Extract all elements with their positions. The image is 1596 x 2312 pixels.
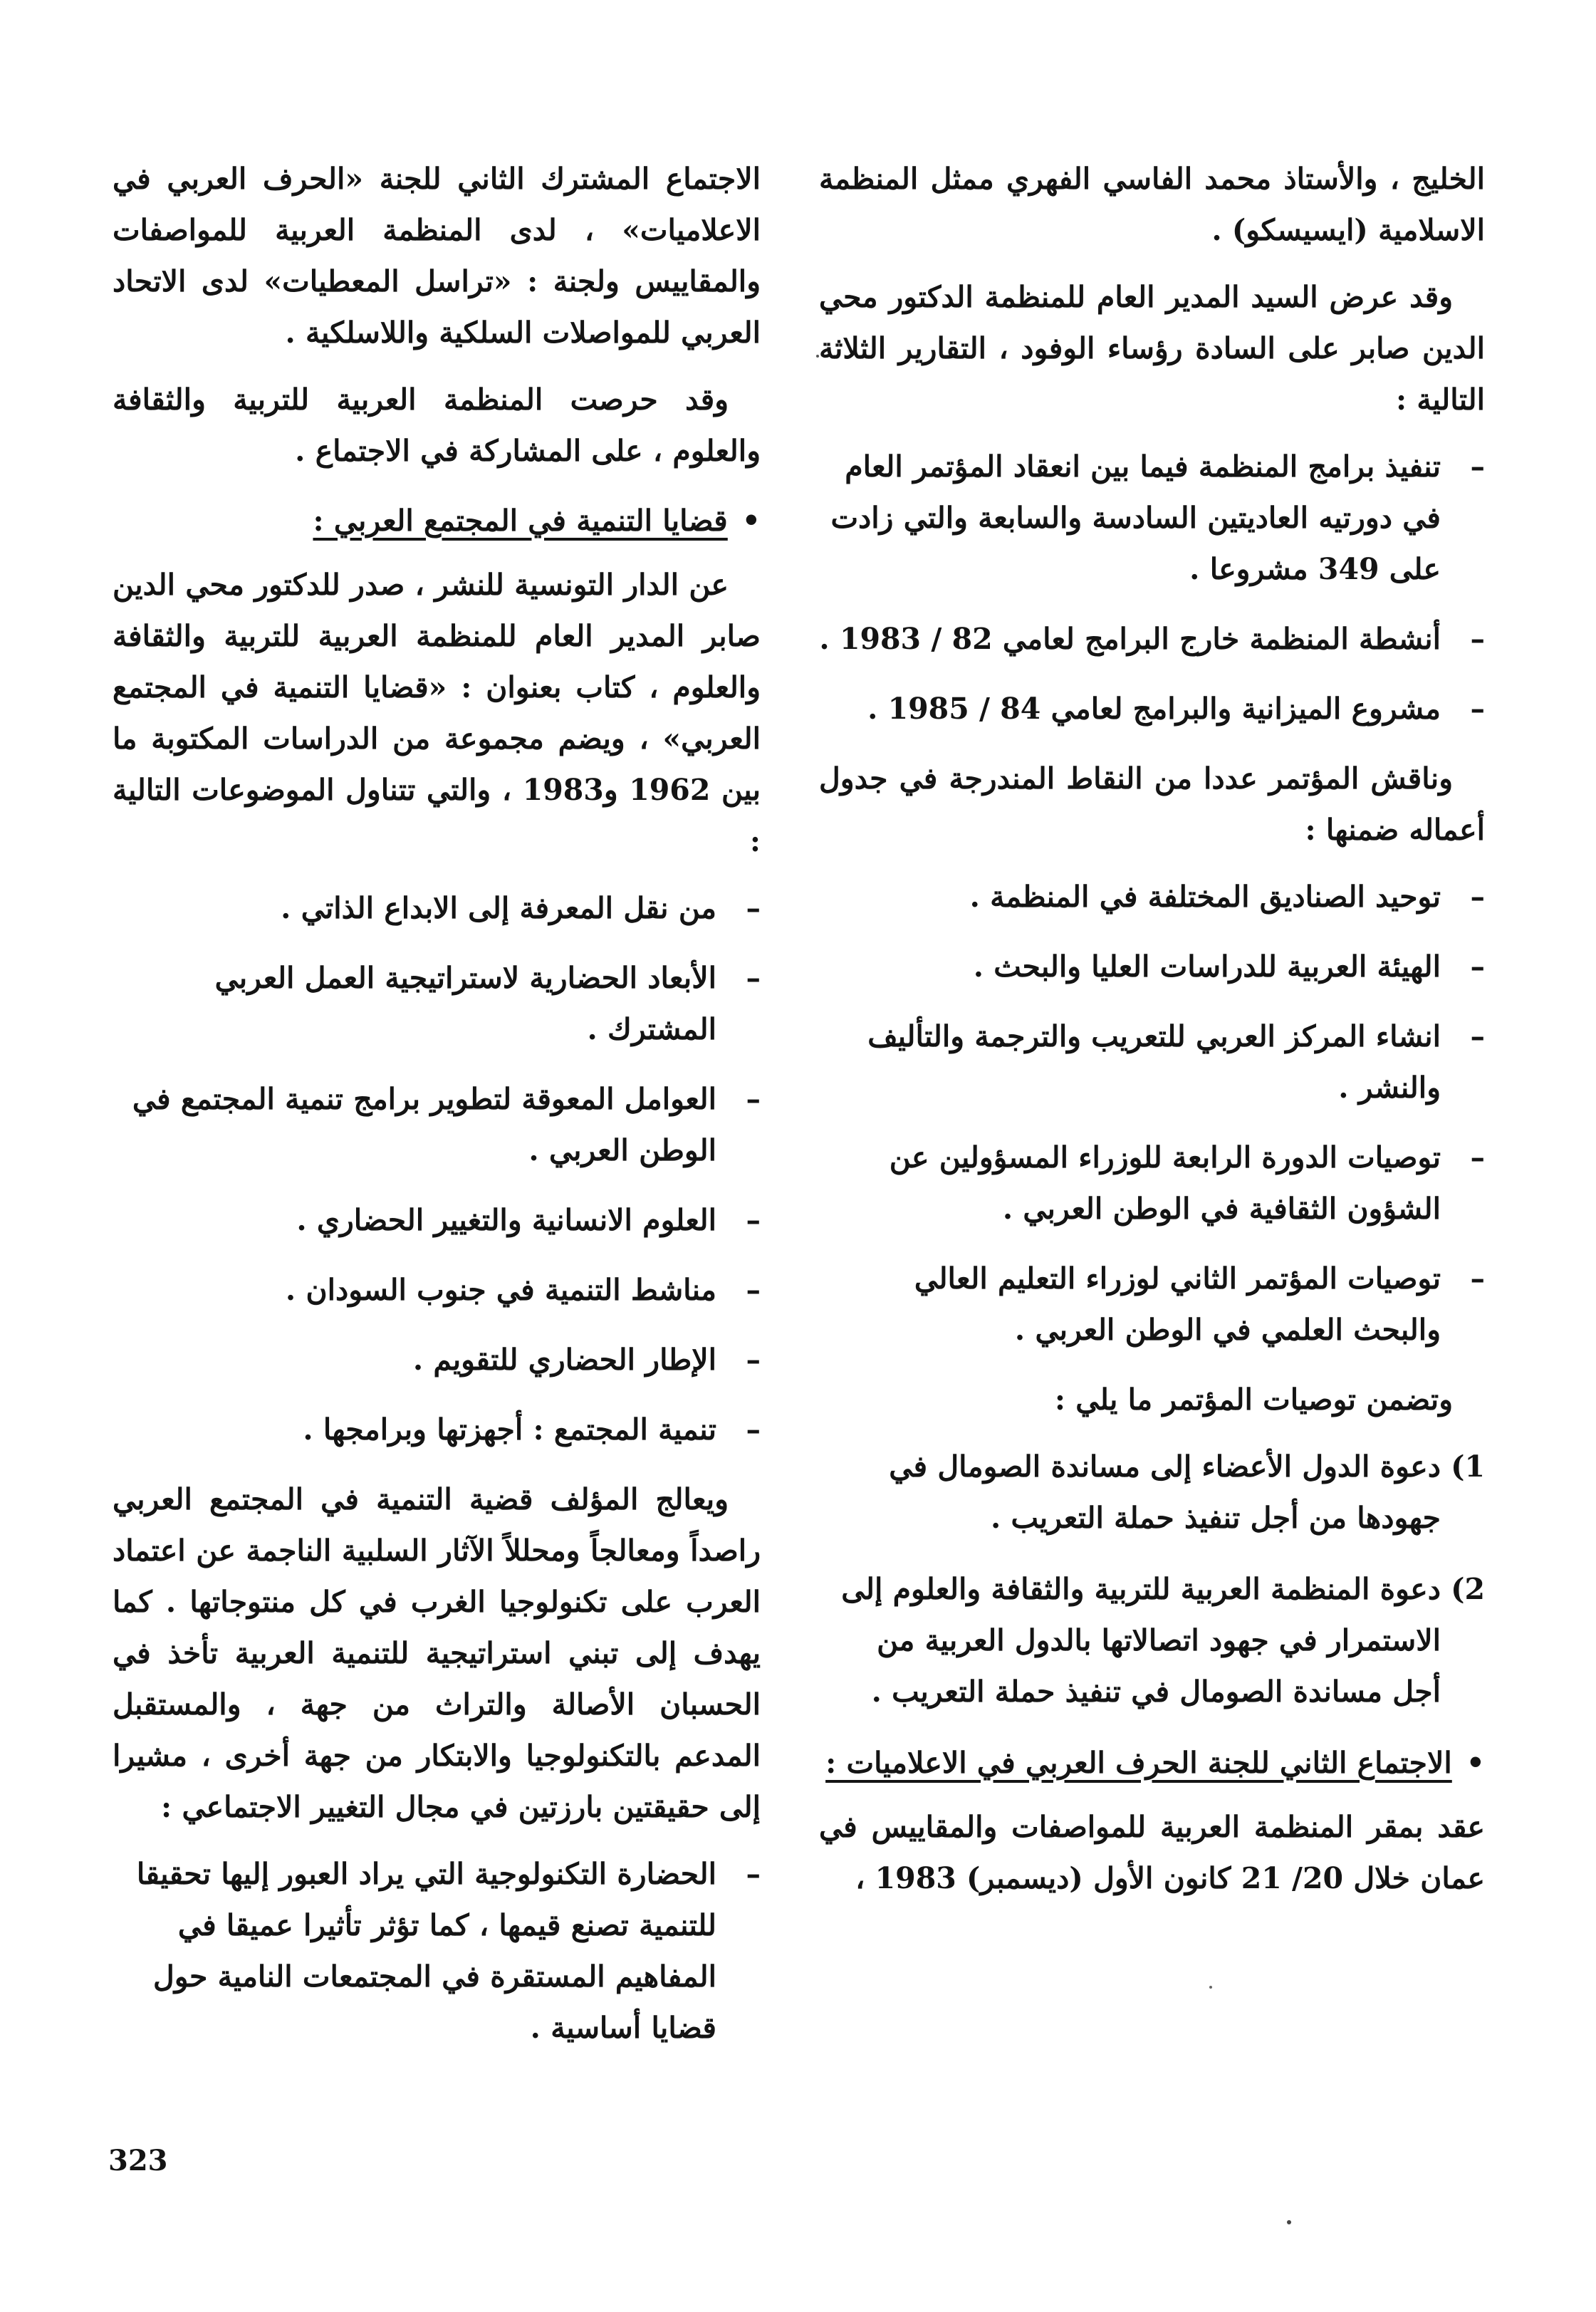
list-item: – الهيئة العربية للدراسات العليا والبحث .: [819, 941, 1485, 992]
page-number: 323: [108, 2144, 168, 2177]
paragraph: عن الدار التونسية للنشر ، صدر للدكتور محي الدين صابر المدير العام للمنظمة العربية للتربية والثقافة والعلوم ، كتاب بعنوان : «قضايا التنمية في المجتمع العربي» ، ويضم مجموعة من الدراسات المكتوبة ما بين 1962 و1983 ، والتي تتناول الموضوعات التالية :: [113, 568, 761, 858]
paragraph: عقد بمقر المنظمة العربية للمواصفات والمقاييس في عمان خلال 20/ 21 كانون الأول (ديسمبر) 1983 ،: [819, 1810, 1485, 1895]
list-item: – تنمية المجتمع : أجهزتها وبرامجها .: [113, 1404, 761, 1455]
list-item: – أنشطة المنظمة خارج البرامج لعامي 82 / 1983 .: [819, 613, 1485, 665]
list-item: – انشاء المركز العربي للتعريب والترجمة والتأليف والنشر .: [819, 1011, 1485, 1113]
agenda-list: [819, 871, 1485, 1355]
item-number: 1): [1451, 1449, 1485, 1484]
right-column: [819, 153, 1485, 1920]
recommendations-list: [819, 1441, 1485, 1717]
paragraph: وتضمن توصيات المؤتمر ما يلي :: [1054, 1382, 1453, 1417]
list-item: – مناشط التنمية في جنوب السودان .: [113, 1264, 761, 1316]
section-heading: [819, 1737, 1485, 1788]
list-item: – الحضارة التكنولوجية التي يراد العبور إليها تحقيقا للتنمية تصنع قيمها ، كما تؤثر تأثيرا عميقا في المفاهيم المستقرة في المجتمعات النامية حول قضايا أساسية .: [113, 1848, 761, 2053]
heading-text: الاجتماع الثاني للجنة الحرف العربي في الاعلاميات :: [825, 1746, 1452, 1780]
bullet-icon: •: [1466, 1746, 1485, 1780]
list-item: [819, 1563, 1485, 1717]
section-heading: [113, 495, 761, 546]
paragraph: وقد حرصت المنظمة العربية للتربية والثقافة والعلوم ، على المشاركة في الاجتماع .: [113, 382, 761, 468]
list-item: – الإطار الحضاري للتقويم .: [113, 1334, 761, 1385]
item-number: 2): [1451, 1572, 1485, 1606]
left-column: [113, 153, 761, 2072]
paragraph: الخليج ، والأستاذ محمد الفاسي الفهري ممثل المنظمة الاسلامية (ايسيسكو) .: [819, 162, 1485, 247]
paragraph: الاجتماع المشترك الثاني للجنة «الحرف العربي في الاعلاميات» ، لدى المنظمة العربية للمواصفات والمقاييس ولجنة : «تراسل المعطيات» لدى الاتحاد العربي للمواصلات السلكية واللاسلكية .: [113, 162, 761, 350]
list-item: – مشروع الميزانية والبرامج لعامي 84 / 1985 .: [819, 683, 1485, 734]
list-item: – توصيات الدورة الرابعة للوزراء المسؤولين عن الشؤون الثقافية في الوطن العربي .: [819, 1132, 1485, 1234]
list-item: – العلوم الانسانية والتغيير الحضاري .: [113, 1194, 761, 1246]
list-item: – توحيد الصناديق المختلفة في المنظمة .: [819, 871, 1485, 922]
item-text: دعوة المنظمة العربية للتربية والثقافة والعلوم إلى الاستمرار في جهود اتصالاتها بالدول العربية من أجل مساندة الصومال في تنفيذ حملة التعريب .: [841, 1572, 1441, 1709]
bullet-icon: •: [741, 504, 761, 538]
facts-list: [113, 1848, 761, 2053]
list-item: [819, 1441, 1485, 1543]
list-item: – توصيات المؤتمر الثاني لوزراء التعليم العالي والبحث العلمي في الوطن العربي .: [819, 1253, 1485, 1355]
list-item: – من نقل المعرفة إلى الابداع الذاتي .: [113, 882, 761, 934]
paragraph: وناقش المؤتمر عددا من النقاط المندرجة في جدول أعماله ضمنها :: [819, 761, 1485, 847]
heading-text: قضايا التنمية في المجتمع العربي :: [313, 504, 728, 538]
list-item: – تنفيذ برامج المنظمة فيما بين انعقاد المؤتمر العام في دورتيه العاديتين السادسة والسابعة والتي زادت على 349 مشروعا .: [819, 441, 1485, 595]
reports-list: [819, 441, 1485, 734]
list-item: – الأبعاد الحضارية لاستراتيجية العمل العربي المشترك .: [113, 952, 761, 1055]
paragraph: ويعالج المؤلف قضية التنمية في المجتمع العربي راصداً ومعالجاً ومحللاً الآثار السلبية الناجمة عن اعتماد العرب على تكنولوجيا الغرب في كل منتوجاتها . كما يهدف إلى تبني استراتيجية للتنمية العربية تأخذ في الحسبان الأصالة والتراث من جهة ، والمستقبل المدعم بالتكنولوجيا والابتكار من جهة أخرى ، مشيرا إلى حقيقتين بارزتين في مجال التغيير الاجتماعي :: [113, 1482, 761, 1824]
item-text: دعوة الدول الأعضاء إلى مساندة الصومال في جهودها من أجل تنفيذ حملة التعريب .: [889, 1449, 1441, 1535]
topics-list: [113, 882, 761, 1455]
list-item: – العوامل المعوقة لتطوير برامج تنمية المجتمع في الوطن العربي .: [113, 1073, 761, 1176]
paragraph: وقد عرض السيد المدير العام للمنظمة الدكتور محي الدين صابر على السادة رؤساء الوفود ، التقارير الثلاثة التالية :: [819, 280, 1485, 417]
